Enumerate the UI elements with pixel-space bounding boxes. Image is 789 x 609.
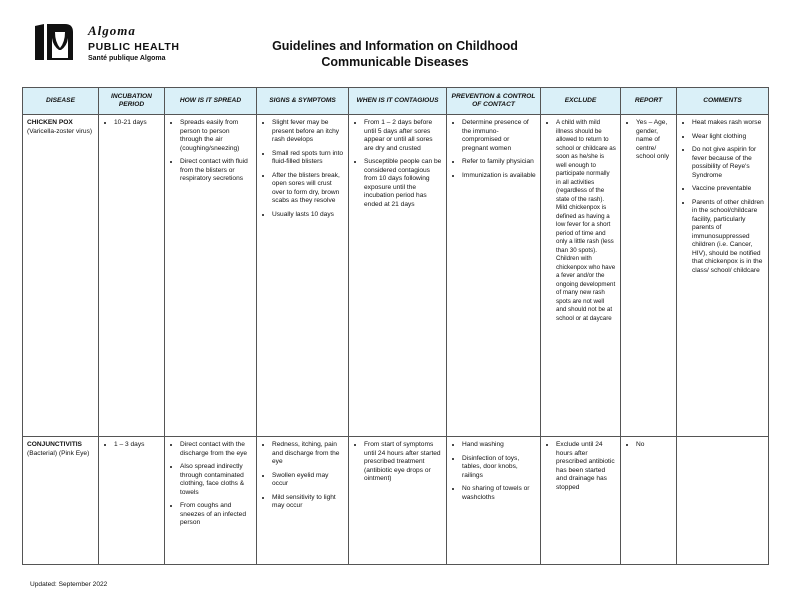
header-exclude: EXCLUDE xyxy=(541,88,621,115)
list-item: • Slight fever may be present before an itchy rash develops xyxy=(272,119,344,145)
algoma-logo xyxy=(33,22,85,62)
list-item: • Determine presence of the immuno-compromised or pregnant women xyxy=(462,119,536,153)
list-item: • Direct contact with the discharge from the eye xyxy=(180,441,252,458)
title-line-1: Guidelines and Information on Childhood xyxy=(272,39,518,53)
list-item: • Refer to family physician xyxy=(462,158,536,167)
list-item: • Exclude until 24 hours after prescribed antibiotic has been started and drainage has stopped xyxy=(556,441,616,492)
spread-cell xyxy=(165,437,257,565)
header-prevention: PREVENTION & CONTROL OF CONTACT xyxy=(447,88,541,115)
list-item: • From coughs and sneezes of an infected person xyxy=(180,502,252,528)
disease-cell xyxy=(23,437,99,565)
spread-cell xyxy=(165,115,257,437)
list-item: • Direct contact with fluid from the blisters or respiratory secretions xyxy=(180,158,252,184)
table-row xyxy=(23,437,769,565)
signs-cell xyxy=(257,437,349,565)
list-item: • Usually lasts 10 days xyxy=(272,211,344,220)
contagious-cell xyxy=(349,437,447,565)
list-item: • Disinfection of toys, tables, door knobs, railings xyxy=(462,455,536,481)
list-item: • Wear light clothing xyxy=(692,133,764,142)
list-item: • Swollen eyelid may occur xyxy=(272,472,344,489)
list-item: • Immunization is available xyxy=(462,172,536,181)
list-item: • 1 – 3 days xyxy=(114,441,160,450)
disease-subtitle: (Bacterial) (Pink Eye) xyxy=(27,449,90,457)
contagious-cell xyxy=(349,115,447,437)
signs-cell xyxy=(257,115,349,437)
list-item: • Yes – Age, gender, name of centre/ school only xyxy=(636,119,672,162)
disease-name: CONJUNCTIVITIS xyxy=(27,441,82,448)
list-item: • Small red spots turn into fluid-filled blisters xyxy=(272,150,344,167)
list-item: • 10-21 days xyxy=(114,119,160,128)
table-header-row xyxy=(23,88,769,115)
exclude-cell xyxy=(541,115,621,437)
list-item: • Also spread indirectly through contaminated clothing, face cloths & towels xyxy=(180,463,252,497)
header-signs: SIGNS & SYMPTOMS xyxy=(257,88,349,115)
header-disease: DISEASE xyxy=(23,88,99,115)
table-row xyxy=(23,115,769,437)
list-item: • From 1 – 2 days before until 5 days after sores appear or until all sores are dry and crusted xyxy=(364,119,442,153)
list-item: • Spreads easily from person to person through the air (coughing/sneezing) xyxy=(180,119,252,153)
list-item: • Heat makes rash worse xyxy=(692,119,764,128)
list-item: • Redness, itching, pain and discharge from the eye xyxy=(272,441,344,467)
prevention-cell xyxy=(447,115,541,437)
exclude-cell xyxy=(541,437,621,565)
header-report: REPORT xyxy=(621,88,677,115)
report-cell xyxy=(621,115,677,437)
list-item: • Do not give aspirin for fever because of the possibility of Reye's Syndrome xyxy=(692,146,764,180)
incubation-cell xyxy=(99,437,165,565)
list-item: • Susceptible people can be considered contagious from 10 days following exposure until the incubation period has ended at 21 days xyxy=(364,158,442,209)
list-item: • Hand washing xyxy=(462,441,536,450)
header-comments: COMMENTS xyxy=(677,88,769,115)
header-contagious: WHEN IS IT CONTAGIOUS xyxy=(349,88,447,115)
list-item: • No xyxy=(636,441,672,450)
list-item: • Vaccine preventable xyxy=(692,185,764,194)
prevention-cell xyxy=(447,437,541,565)
list-item: • From start of symptoms until 24 hours after started prescribed treatment (antibiotic eye drops or ointment) xyxy=(364,441,442,484)
title-line-2: Communicable Diseases xyxy=(321,55,469,69)
org-top-text: Algoma xyxy=(88,23,136,38)
footer-updated: Updated: September 2022 xyxy=(30,581,108,588)
organization-name xyxy=(88,24,180,64)
list-item: • No sharing of towels or washcloths xyxy=(462,485,536,502)
disease-subtitle: (Varicella-zoster virus) xyxy=(27,127,93,135)
header-incubation: INCUBATION PERIOD xyxy=(99,88,165,115)
list-item: • Parents of other children in the school/childcare facility, particularly parents of immunosuppressed children (i.e. Cancer, HIV), should be notified that chickenpox is in the class/ school/ childcare xyxy=(692,199,764,276)
incubation-cell xyxy=(99,115,165,437)
page-title xyxy=(250,38,540,70)
org-name-text: PUBLIC HEALTH xyxy=(88,41,180,53)
list-item: • After the blisters break, open sores will crust over to form dry, brown scabs as they resolve xyxy=(272,172,344,206)
comments-cell xyxy=(677,115,769,437)
disease-name: CHICKEN POX xyxy=(27,119,73,126)
disease-cell xyxy=(23,115,99,437)
report-cell xyxy=(621,437,677,565)
org-french-text: Santé publique Algoma xyxy=(88,55,166,62)
list-item: • A child with mild illness should be allowed to return to school or childcare as soon as he/she is well enough to participate normally in all activities (regardless of the state of the rash). Mild chickenpox is defined as having a low fever for a short period of time and only a little rash (less than 30 spots). Children with chickenpox who have a fever and/or the ongoing development of many new rash spots are not well and should not be at school or at daycare xyxy=(556,119,616,323)
header-spread: HOW IS IT SPREAD xyxy=(165,88,257,115)
comments-cell xyxy=(677,437,769,565)
list-item: • Mild sensitivity to light may occur xyxy=(272,494,344,511)
disease-table xyxy=(22,87,769,565)
